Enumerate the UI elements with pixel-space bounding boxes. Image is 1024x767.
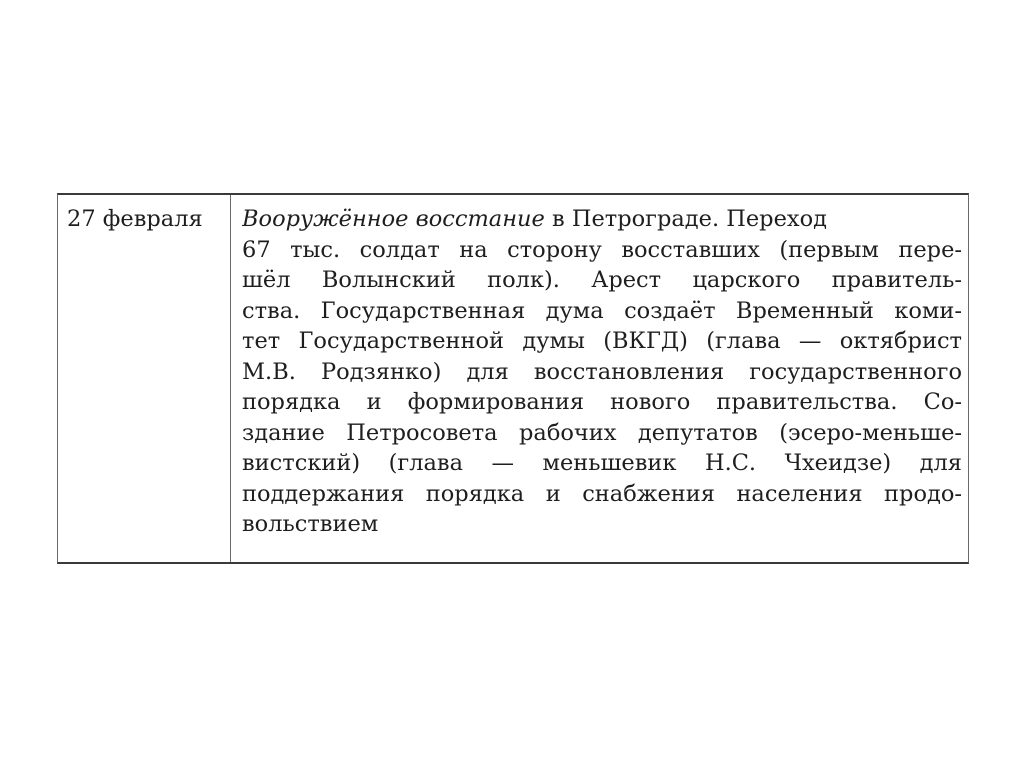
- event-line-3: шёл Волынский полк). Арест царского правитель-: [242, 267, 962, 293]
- event-lead-italic: Вооружённое восстание: [242, 206, 545, 232]
- event-line-10: поддержания порядка и снабжения населения продо-: [242, 480, 962, 507]
- history-table: [57, 193, 969, 564]
- event-line-4: ства. Государственная дума создаёт Временный коми-: [242, 297, 962, 324]
- event-line-11: вольствием: [242, 511, 379, 537]
- date-text: 27 февраля: [67, 206, 203, 232]
- date-cell: [58, 195, 231, 562]
- event-line-1: [242, 204, 962, 235]
- event-line-1-rest: в Петрограде. Переход: [544, 206, 827, 232]
- event-line-5: тет Государственной думы (ВКГД) (глава — октябрист: [242, 328, 962, 354]
- event-line-8: здание Петросовета рабочих депутатов (эсеро-меньше-: [242, 419, 962, 446]
- event-line-6: М.В. Родзянко) для восстановления государственного: [242, 358, 962, 385]
- event-line-7: порядка и формирования нового правительства. Со-: [242, 389, 962, 415]
- event-description-cell: [231, 195, 968, 562]
- event-line-9: вистский) (глава — меньшевик Н.С. Чхеидзе) для: [242, 450, 962, 476]
- event-line-2: 67 тыс. солдат на сторону восставших (первым пере-: [242, 236, 962, 263]
